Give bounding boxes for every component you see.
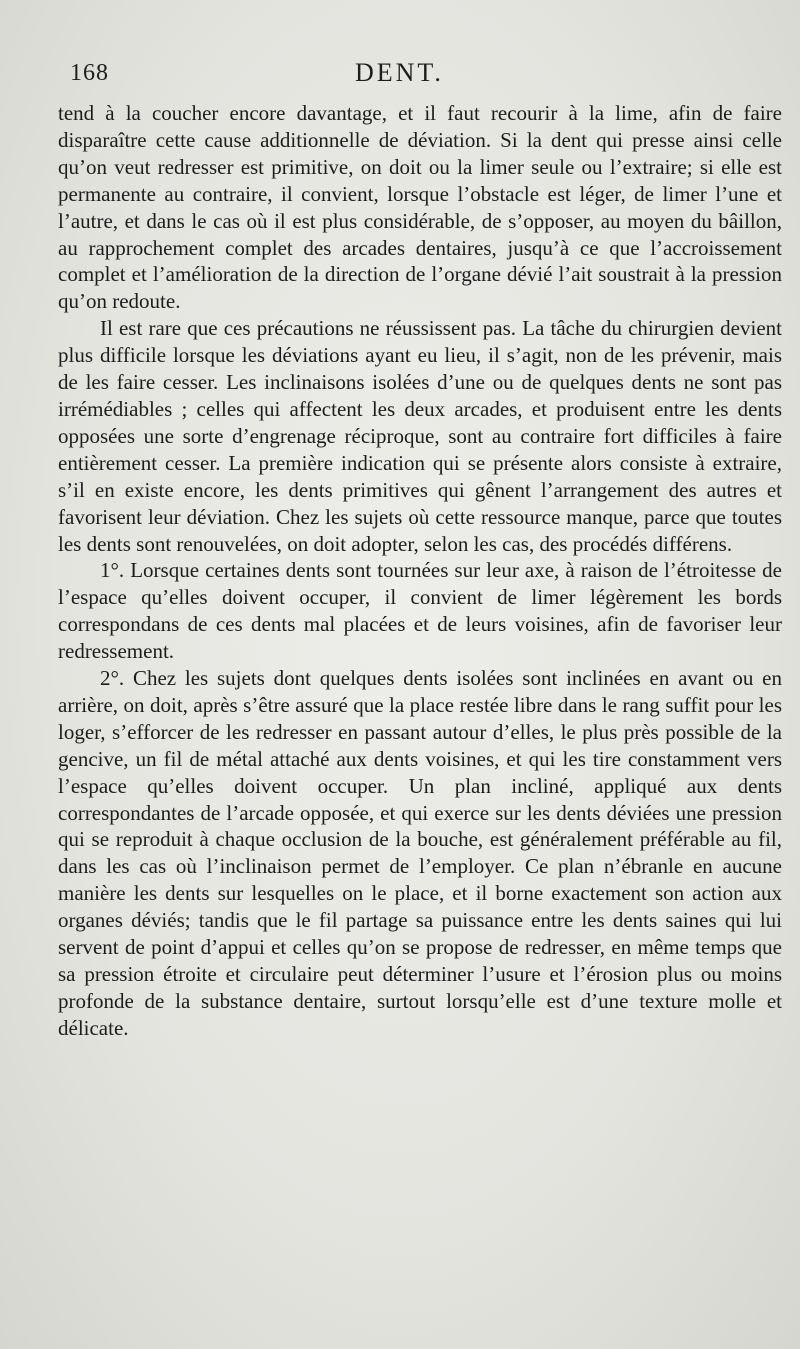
page-header (70, 58, 782, 92)
paragraph-item-2: 2°. Chez les sujets dont quelques dents isolées sont inclinées en avant ou en arrière, on doit, après s’être assuré que la place restée libre dans le rang suffit pour les loger, s’efforcer de les redresser en passant autour d’elles, le plus près possible de la gencive, un fil de métal attaché aux dents voisines, et qui les tire constamment vers l’espace qu’elles doivent occuper. Un plan incliné, appliqué aux dents correspondantes de l’arcade opposée, et qui exerce sur les dents déviées une pression qui se reproduit à chaque occlusion de la bouche, est généralement préférable au fil, dans les cas où l’inclinaison permet de l’employer. Ce plan n’ébranle en aucune manière les dents sur lesquelles on le place, et il borne exactement son action aux organes déviés; tandis que le fil partage sa puissance entre les dents saines qui lui servent de point d’appui et celles qu’on se propose de redresser, en même temps que sa pression étroite et circulaire peut déterminer l’usure et l’érosion plus ou moins profonde de la substance dentaire, surtout lorsqu’elle est d’une texture molle et délicate. (58, 666, 782, 1040)
body-text (58, 100, 782, 1042)
running-head: DENT. (355, 58, 444, 87)
paragraph-item-1: 1°. Lorsque certaines dents sont tournées sur leur axe, à raison de l’étroitesse de l’espace qu’elles doivent occuper, il convient de limer légèrement les bords correspondans de ces dents mal placées et de leurs voisines, afin de favoriser leur redressement. (58, 558, 782, 664)
paragraph-continuation: tend à la coucher encore davantage, et il faut recourir à la lime, afin de faire disparaître cette cause additionnelle de déviation. Si la dent qui presse ainsi celle qu’on veut redresser est primitive, on doit ou la limer seule ou l’extraire; si elle est permanente au contraire, il convient, lorsque l’obstacle est léger, de limer l’une et l’autre, et dans le cas où il est plus considérable, de s’opposer, au moyen du bâillon, au rapprochement complet des arcades dentaires, jusqu’à ce que l’accroissement complet et l’amélioration de la direction de l’organe dévié l’ait soustrait à la pression qu’on redoute. (58, 101, 782, 314)
paragraph-precautions: Il est rare que ces précautions ne réussissent pas. La tâche du chirurgien devient plus difficile lorsque les déviations ayant eu lieu, il s’agit, non de les prévenir, mais de les faire cesser. Les inclinaisons isolées d’une ou de quelques dents ne sont pas irrémédiables ; celles qui affectent les deux arcades, et produisent entre les dents opposées une sorte d’engrenage réciproque, sont au contraire fort difficiles à faire entièrement cesser. La première indication qui se présente alors consiste à extraire, s’il en existe encore, les dents primitives qui gênent l’arrangement des autres et favorisent leur déviation. Chez les sujets où cette ressource manque, parce que toutes les dents sont renouvelées, on doit adopter, selon les cas, des procédés différens. (58, 316, 782, 556)
page-number: 168 (70, 60, 109, 86)
